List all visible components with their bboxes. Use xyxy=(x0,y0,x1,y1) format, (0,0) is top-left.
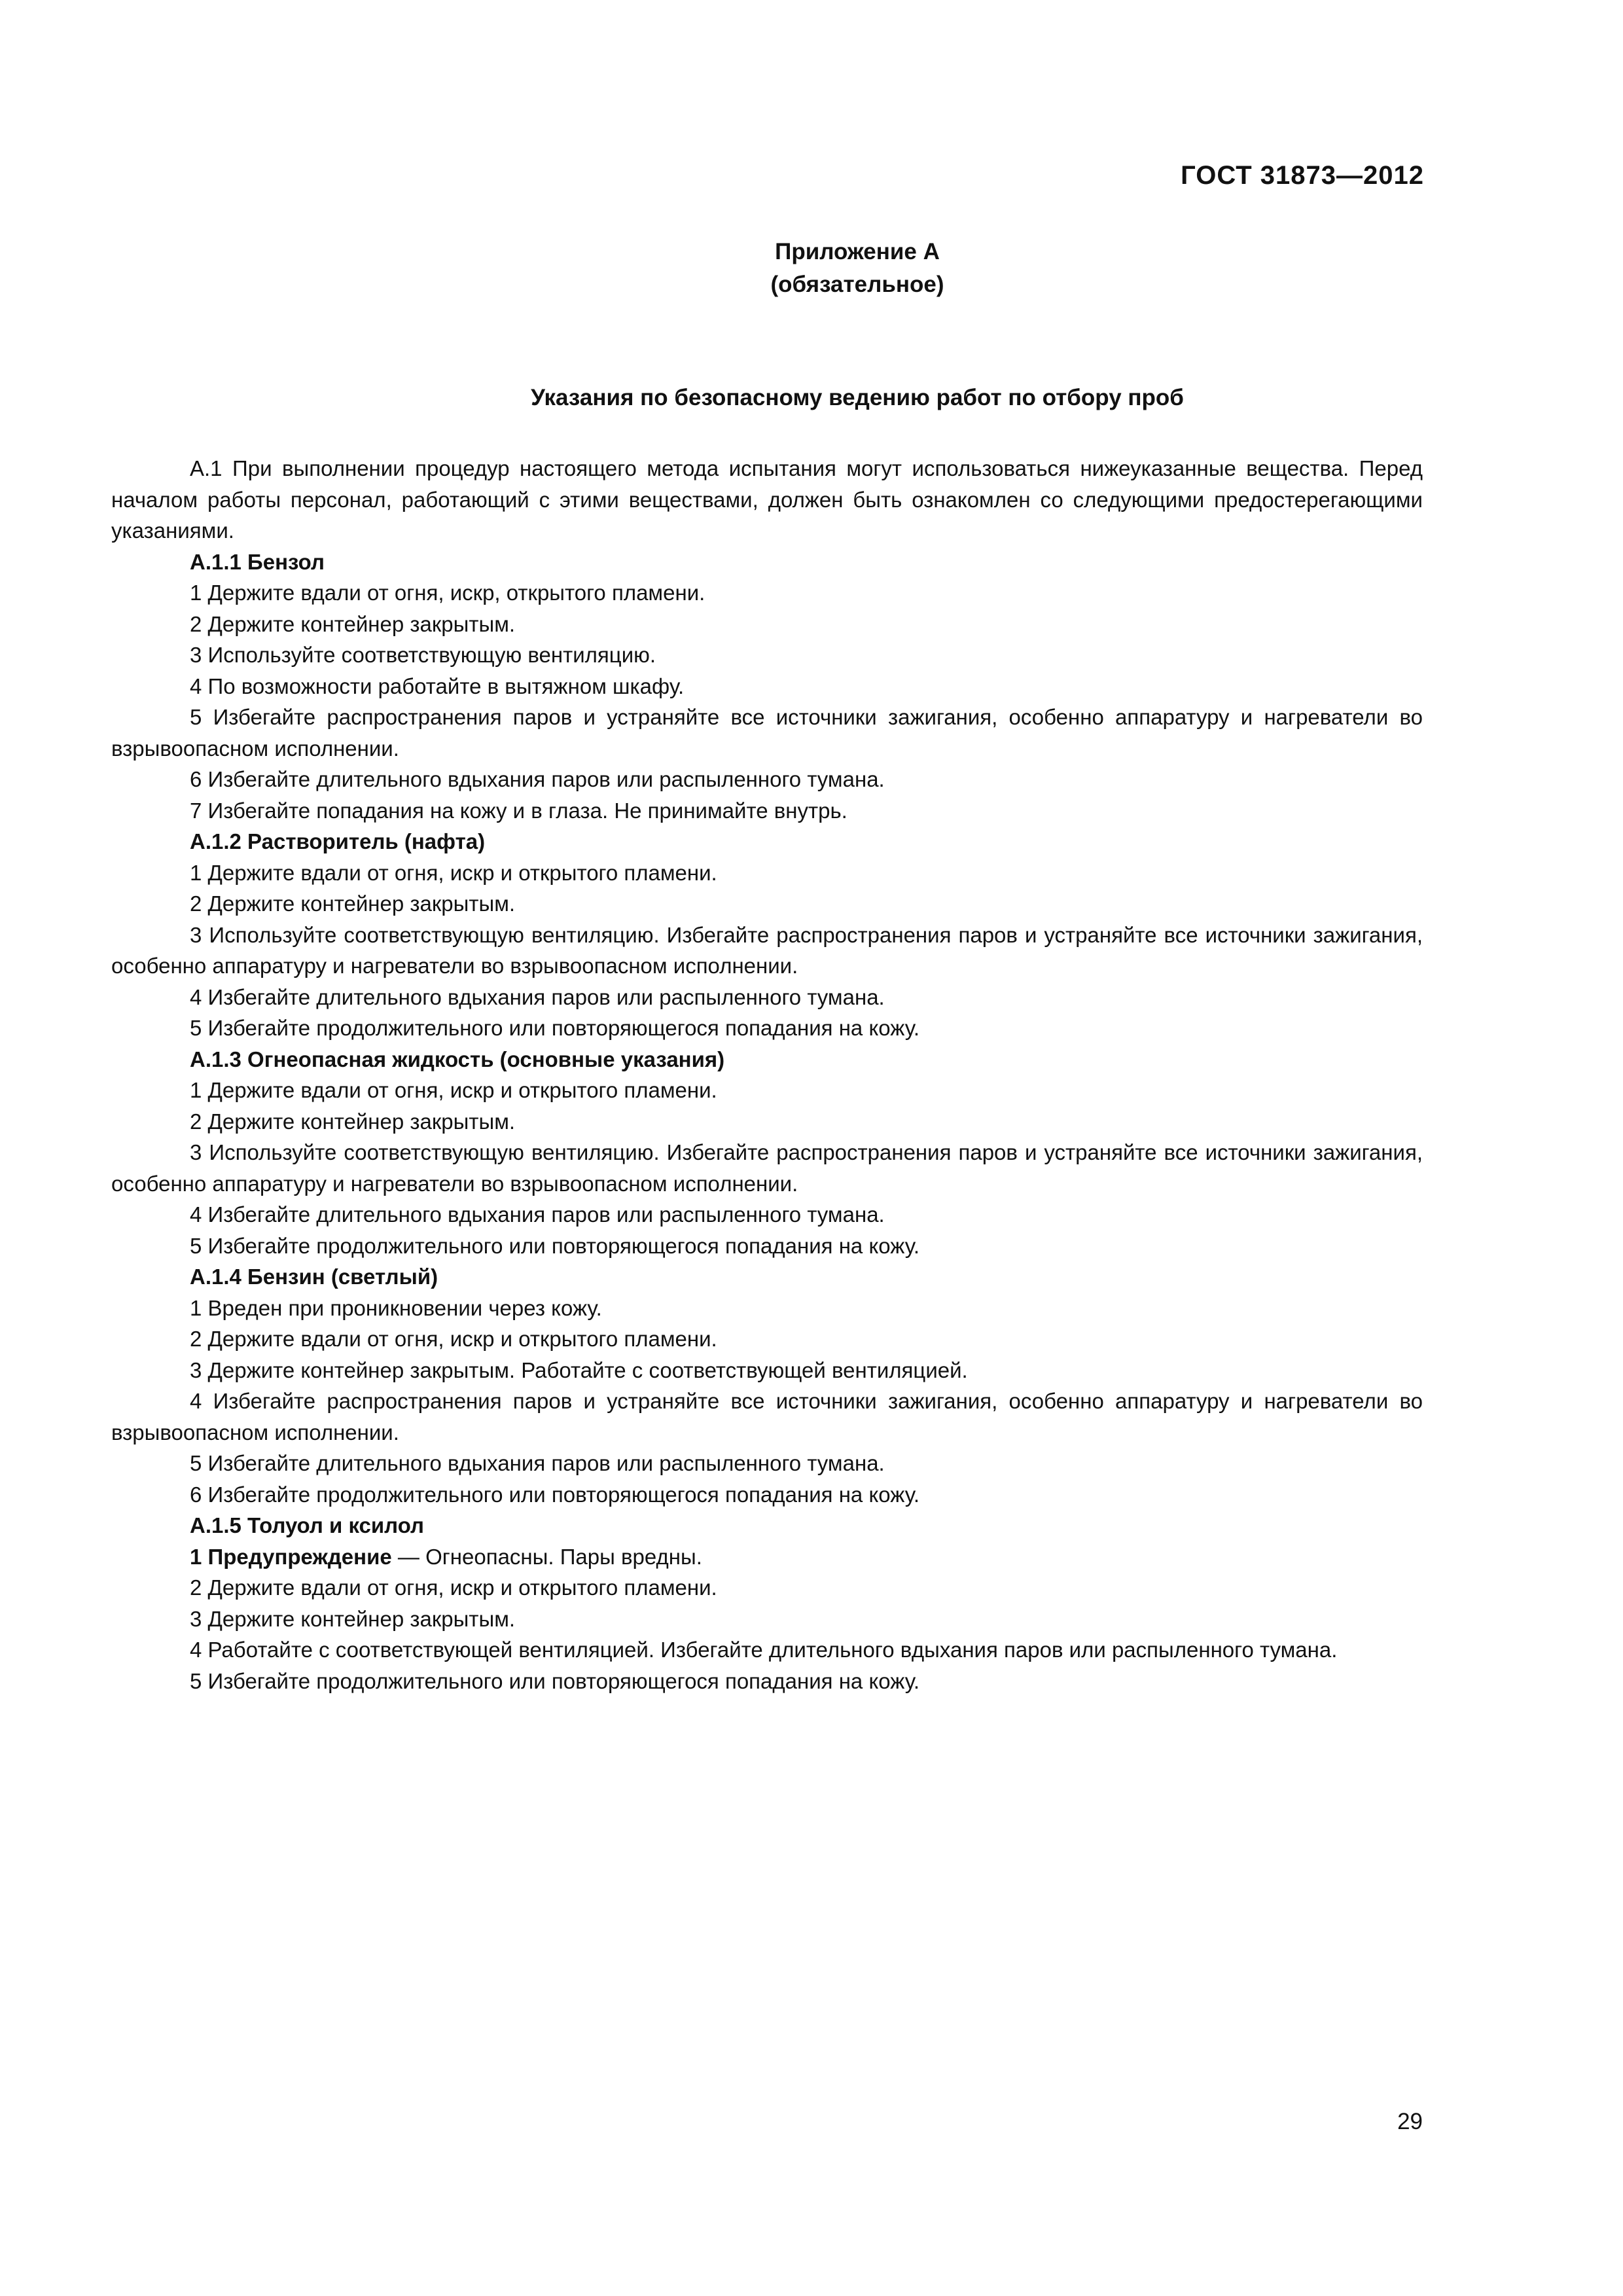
list-item: 1 Вреден при проникновении через кожу. xyxy=(190,1295,602,1320)
list-item: 3 Используйте соответствующую вентиляцию. Избегайте распространения паров и устраняйте все источники зажигания, особенно аппаратуру и нагреватели во взрывоопасном исполнении. xyxy=(111,1140,1423,1196)
section-heading: А.1.2 Растворитель (нафта) xyxy=(190,829,486,853)
list-item: 7 Избегайте попадания на кожу и в глаза. Не принимайте внутрь. xyxy=(190,798,847,823)
list-item: 1 Держите вдали от огня, искр, открытого пламени. xyxy=(190,581,705,605)
document-title xyxy=(0,385,1623,411)
list-item: 5 Избегайте продолжительного или повторяющегося попадания на кожу. xyxy=(190,1668,920,1693)
section-a-1-2 xyxy=(111,826,1423,1044)
list-item: 4 Избегайте длительного вдыхания паров или распыленного тумана. xyxy=(190,984,885,1009)
list-item: 6 Избегайте длительного вдыхания паров или распыленного тумана. xyxy=(190,767,885,791)
warning-prefix: 1 Предупреждение xyxy=(190,1544,392,1569)
list-item: 4 Работайте с соответствующей вентиляцией. Избегайте длительного вдыхания паров или распыленного тумана. xyxy=(190,1638,1338,1662)
document-title-text: Указания по безопасному ведению работ по отбору проб xyxy=(531,385,1184,410)
list-item: 4 Избегайте распространения паров и устраняйте все источники зажигания, особенно аппаратуру и нагреватели во взрывоопасном исполнении. xyxy=(111,1389,1423,1444)
annex-title: Приложение А xyxy=(775,239,940,264)
list-item: 5 Избегайте длительного вдыхания паров или распыленного тумана. xyxy=(190,1451,885,1475)
list-item: 2 Держите контейнер закрытым. xyxy=(190,1109,516,1134)
annex-status: (обязательное) xyxy=(770,272,944,297)
section-a-1-3 xyxy=(111,1044,1423,1262)
section-heading: А.1.4 Бензин (светлый) xyxy=(190,1265,438,1289)
list-item: 2 Держите вдали от огня, искр и открытого пламени. xyxy=(190,1575,717,1600)
list-item: 5 Избегайте продолжительного или повторяющегося попадания на кожу. xyxy=(190,1233,920,1258)
list-item: 5 Избегайте продолжительного или повторяющегося попадания на кожу. xyxy=(190,1016,920,1040)
section-heading: А.1.5 Толуол и ксилол xyxy=(190,1513,424,1537)
list-item: 4 По возможности работайте в вытяжном шкафу. xyxy=(190,673,685,698)
warning-item xyxy=(111,1541,1423,1573)
intro-paragraph: А.1 При выполнении процедур настоящего метода испытания могут использоваться нижеуказанные вещества. Перед началом работы персонал, работающий с этими веществами, должен быть ознакомлен со следующими предостерегающими указаниями. xyxy=(111,456,1423,543)
section-heading: А.1.1 Бензол xyxy=(190,549,325,574)
list-item: 1 Держите вдали от огня, искр и открытого пламени. xyxy=(190,1078,717,1102)
standard-number: ГОСТ 31873—2012 xyxy=(1181,161,1424,190)
page-number: 29 xyxy=(1397,2109,1423,2134)
list-item: 5 Избегайте распространения паров и устраняйте все источники зажигания, особенно аппаратуру и нагреватели во взрывоопасном исполнении. xyxy=(111,705,1423,761)
section-heading: А.1.3 Огнеопасная жидкость (основные указания) xyxy=(190,1047,725,1071)
section-a-1-4 xyxy=(111,1261,1423,1510)
list-item: 6 Избегайте продолжительного или повторяющегося попадания на кожу. xyxy=(190,1482,920,1507)
list-item: 2 Держите контейнер закрытым. xyxy=(190,891,516,916)
document-body xyxy=(111,453,1423,1696)
section-a-1-1 xyxy=(111,547,1423,827)
list-item: 4 Избегайте длительного вдыхания паров или распыленного тумана. xyxy=(190,1202,885,1227)
annex-heading xyxy=(0,236,1623,301)
list-item: 3 Держите контейнер закрытым. xyxy=(190,1606,516,1631)
section-a-1-5 xyxy=(111,1510,1423,1696)
list-item: 3 Используйте соответствующую вентиляцию. xyxy=(190,643,656,667)
list-item: 2 Держите контейнер закрытым. xyxy=(190,611,516,636)
list-item: 3 Используйте соответствующую вентиляцию. Избегайте распространения паров и устраняйте все источники зажигания, особенно аппаратуру и нагреватели во взрывоопасном исполнении. xyxy=(111,922,1423,978)
warning-text: — Огнеопасны. Пары вредны. xyxy=(391,1544,702,1569)
list-item: 2 Держите вдали от огня, искр и открытого пламени. xyxy=(190,1327,717,1351)
list-item: 3 Держите контейнер закрытым. Работайте с соответствующей вентиляцией. xyxy=(190,1357,968,1382)
list-item: 1 Держите вдали от огня, искр и открытого пламени. xyxy=(190,860,717,885)
